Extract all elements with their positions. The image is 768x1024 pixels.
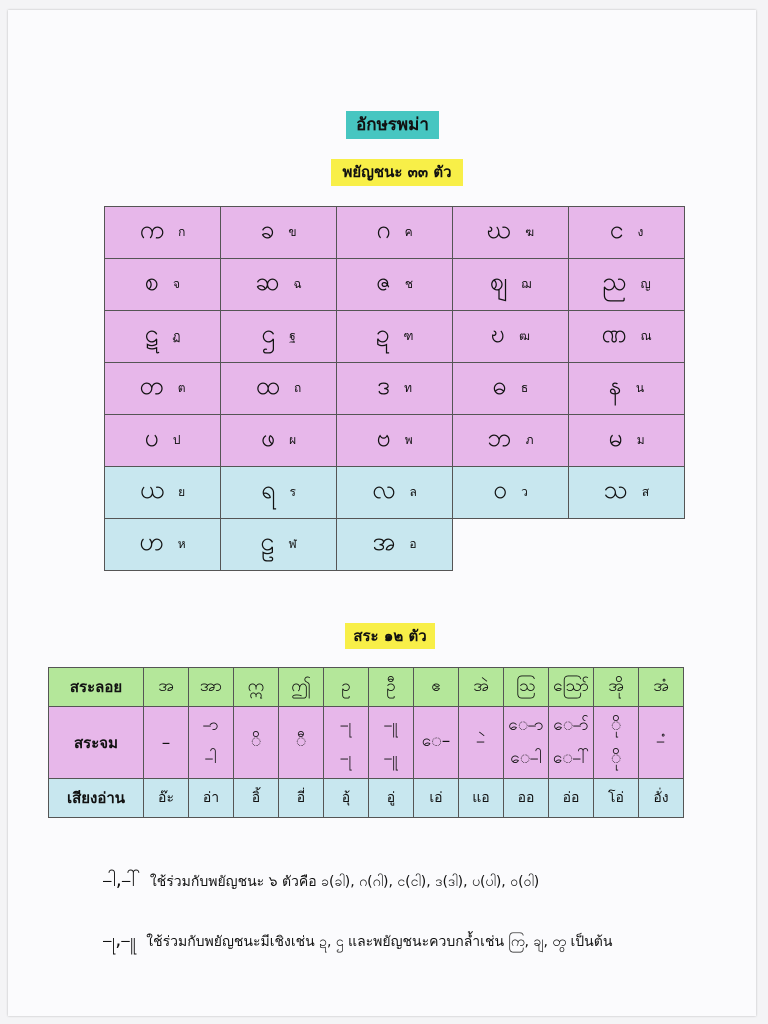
burmese-letter: ဇ (375, 267, 391, 296)
burmese-letter: ဖ (260, 423, 276, 452)
burmese-letter: ဎ (491, 319, 506, 348)
consonant-cell (569, 363, 685, 415)
burmese-letter: ဆ (255, 267, 280, 296)
independent-vowel: ဣ (234, 668, 279, 707)
dependent-vowel (414, 707, 459, 779)
burmese-letter: ပ (144, 423, 159, 452)
consonant-cell (221, 519, 337, 571)
consonant-cell (221, 207, 337, 259)
consonant-row (105, 519, 685, 571)
thai-equivalent: ส (641, 485, 650, 499)
independent-vowel: အာ (189, 668, 234, 707)
thai-equivalent: ห (177, 537, 186, 551)
thai-equivalent: ฌ (521, 277, 532, 291)
consonant-row (105, 467, 685, 519)
vowel-table (48, 667, 684, 818)
consonant-row (105, 415, 685, 467)
thai-equivalent: ค (404, 225, 413, 239)
vowel-form: ေ–ာ် (553, 714, 589, 735)
burmese-letter: ဈ (489, 267, 508, 296)
burmese-letter: ဂ (376, 215, 391, 244)
thai-equivalent: ม (636, 433, 645, 447)
thai-equivalent: ภ (525, 433, 534, 447)
thai-equivalent: ญ (640, 277, 651, 291)
note-2-marks: –ု,–ူ (103, 929, 137, 951)
thai-equivalent: จ (173, 277, 181, 291)
dependent-vowel (189, 707, 234, 779)
thai-equivalent: ฑ (403, 329, 414, 343)
consonant-cell (453, 259, 569, 311)
burmese-letter: ရ (261, 475, 276, 504)
consonant-cell (569, 467, 685, 519)
thai-equivalent: น (635, 381, 645, 395)
thai-equivalent: ก (178, 225, 186, 239)
consonant-cell (337, 259, 453, 311)
vowel-heading: สระ ๑๒ ตัว (345, 623, 435, 649)
consonant-cell (337, 363, 453, 415)
dependent-vowel (234, 707, 279, 779)
vowel-form: ေ– (421, 731, 451, 751)
vowel-reading: อิ้ (234, 779, 279, 818)
burmese-letter: ယ (139, 475, 165, 504)
thai-equivalent: ธ (520, 381, 529, 395)
independent-vowel: ဥ (324, 668, 369, 707)
consonant-cell (569, 259, 685, 311)
independent-vowel: ဧ (414, 668, 459, 707)
vowel-reading: แอ (459, 779, 504, 818)
vowel-form: –ူ (384, 714, 398, 735)
note-1-text: ใช้ร่วมกับพยัญชนะ ๖ ตัวคือ ခ(ခါ), ဂ(ဂါ), င(ငါ), ဒ(ဒါ), ပ(ပါ), ဝ(ဝါ) (149, 874, 540, 890)
consonant-cell (105, 363, 221, 415)
dependent-vowel (639, 707, 684, 779)
burmese-letter: ဠ (260, 527, 275, 556)
burmese-letter: ခ (260, 215, 275, 244)
vowel-form: ေ–ာ (508, 714, 544, 735)
vowel-row-dependent (49, 707, 684, 779)
dependent-vowel (549, 707, 594, 779)
thai-equivalent: ท (404, 381, 412, 395)
note-1-marks: –ါ,–ါ် (103, 869, 140, 891)
burmese-letter: ဒ (377, 371, 391, 400)
vowel-reading: ออ (504, 779, 549, 818)
dependent-vowel (324, 707, 369, 779)
burmese-letter: က (139, 215, 165, 244)
vowel-form: ◌ီ (295, 731, 307, 751)
consonant-row (105, 363, 685, 415)
burmese-letter: ဝ (493, 475, 508, 504)
consonant-cell (569, 311, 685, 363)
consonant-cell (105, 415, 221, 467)
vowel-form: ေ–ါ (510, 747, 542, 768)
vowel-form: –ဲ (476, 731, 486, 751)
dependent-vowel (279, 707, 324, 779)
vowel-row-reading (49, 779, 684, 818)
thai-equivalent: ต (177, 381, 186, 395)
thai-equivalent: ย (178, 485, 186, 499)
row-label-reading: เสียงอ่าน (49, 779, 144, 818)
row-label-independent: สระลอย (49, 668, 144, 707)
dependent-vowel (144, 707, 189, 779)
consonant-row (105, 207, 685, 259)
consonant-cell (337, 207, 453, 259)
vowel-form: ေ–ါ် (552, 747, 590, 768)
vowel-row-independent (49, 668, 684, 707)
burmese-letter: ထ (255, 371, 280, 400)
dependent-vowel (504, 707, 549, 779)
consonant-row (105, 259, 685, 311)
consonant-cell (221, 415, 337, 467)
thai-equivalent: ป (172, 433, 181, 447)
burmese-letter: တ (139, 371, 164, 400)
thai-equivalent: ช (404, 277, 414, 291)
consonant-cell (337, 311, 453, 363)
consonant-heading: พยัญชนะ ๓๓ ตัว (331, 159, 463, 186)
thai-equivalent: ถ (293, 381, 302, 395)
independent-vowel: အ (144, 668, 189, 707)
consonant-cell (105, 467, 221, 519)
vowel-form: ◌ို (610, 714, 622, 735)
vowel-form: ◌ိ (250, 731, 262, 751)
vowel-form: –ု (340, 714, 352, 735)
burmese-letter: ဗ (376, 423, 391, 452)
burmese-letter: ဍ (375, 319, 390, 348)
vowel-form: – (161, 732, 171, 753)
consonant-cell (105, 259, 221, 311)
vowel-reading: อุ้ (324, 779, 369, 818)
vowel-reading: เอ่ (414, 779, 459, 818)
consonant-cell (105, 311, 221, 363)
thai-equivalent: ว (521, 485, 528, 499)
independent-vowel: ဦ (369, 668, 414, 707)
burmese-letter: သ (603, 475, 628, 504)
thai-equivalent: ฉ (293, 277, 302, 291)
vowel-form: –ု (340, 747, 352, 768)
thai-equivalent: ฆ (525, 225, 535, 239)
consonant-cell (569, 207, 685, 259)
thai-equivalent: ข (288, 225, 297, 239)
burmese-letter: မ (608, 423, 623, 452)
consonant-table (104, 206, 685, 571)
thai-equivalent: ง (637, 225, 644, 239)
independent-vowel: ဪ (549, 668, 594, 707)
note-1 (103, 868, 539, 896)
burmese-letter: ဋ (144, 319, 159, 348)
burmese-letter: ဟ (139, 527, 164, 556)
independent-vowel: ဤ (279, 668, 324, 707)
vowel-reading: โอ่ (594, 779, 639, 818)
independent-vowel: အဲ (459, 668, 504, 707)
thai-equivalent: ผ (289, 433, 297, 447)
thai-equivalent: ฏ (172, 329, 181, 343)
dependent-vowel (459, 707, 504, 779)
note-2 (103, 928, 612, 956)
consonant-cell (221, 467, 337, 519)
consonant-cell (337, 519, 453, 571)
burmese-letter: ဃ (486, 215, 512, 244)
consonant-cell (105, 519, 221, 571)
consonant-row (105, 311, 685, 363)
vowel-reading: อ๊ะ (144, 779, 189, 818)
consonant-cell (337, 415, 453, 467)
consonant-cell (221, 259, 337, 311)
thai-equivalent: ฬ (288, 537, 297, 551)
consonant-cell (337, 467, 453, 519)
note-2-text: ใช้ร่วมกับพยัญชนะมีเชิงเช่น ဍ, ဌ และพยัญชนะควบกล้ำเช่น ကြ, ချ, တွ เป็นต้น (146, 934, 613, 950)
consonant-cell (453, 207, 569, 259)
vowel-reading: อ่า (189, 779, 234, 818)
burmese-letter: ဓ (492, 371, 507, 400)
burmese-letter: ဏ (601, 319, 627, 348)
vowel-form: –ံ (656, 731, 666, 751)
independent-vowel: ဩ (504, 668, 549, 707)
burmese-letter: န (608, 371, 622, 400)
independent-vowel: အံ (639, 668, 684, 707)
burmese-letter: အ (372, 527, 396, 556)
burmese-letter: လ (372, 475, 396, 504)
thai-equivalent: อ (409, 537, 417, 551)
vowel-form: –ူ (384, 747, 398, 768)
vowel-form: –ါ (205, 747, 217, 768)
vowel-reading: อ่อ (549, 779, 594, 818)
consonant-cell (453, 415, 569, 467)
burmese-letter: ဌ (261, 319, 276, 348)
page-title: อักษรพม่า (346, 111, 439, 139)
document-page (8, 10, 756, 1016)
thai-equivalent: พ (404, 433, 413, 447)
independent-vowel: အို (594, 668, 639, 707)
dependent-vowel (369, 707, 414, 779)
vowel-reading: อั่ง (639, 779, 684, 818)
thai-equivalent: ล (409, 485, 417, 499)
burmese-letter: ဘ (487, 423, 512, 452)
consonant-cell (105, 207, 221, 259)
vowel-reading: อี่ (279, 779, 324, 818)
burmese-letter: ည (602, 267, 627, 296)
consonant-cell (221, 311, 337, 363)
vowel-form: ◌ို (610, 747, 622, 768)
consonant-cell (221, 363, 337, 415)
thai-equivalent: ร (289, 485, 296, 499)
consonant-cell (453, 467, 569, 519)
thai-equivalent: ณ (640, 329, 652, 343)
burmese-letter: င (609, 215, 624, 244)
consonant-cell (569, 415, 685, 467)
consonant-cell (453, 311, 569, 363)
thai-equivalent: ฐ (289, 329, 296, 343)
burmese-letter: စ (144, 267, 160, 296)
dependent-vowel (594, 707, 639, 779)
row-label-dependent: สระจม (49, 707, 144, 779)
consonant-cell (453, 363, 569, 415)
vowel-form: –ာ (203, 714, 219, 735)
vowel-reading: อู่ (369, 779, 414, 818)
thai-equivalent: ฒ (519, 329, 530, 343)
